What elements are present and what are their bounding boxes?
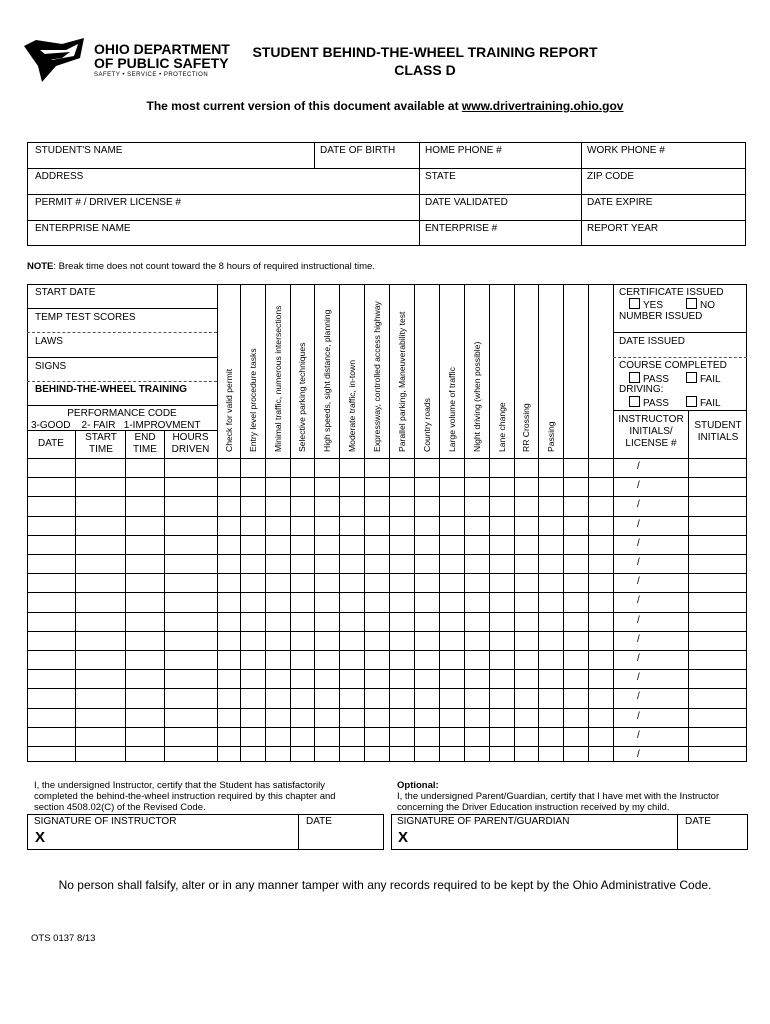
address-field[interactable]: ADDRESS — [35, 171, 84, 182]
instructor-date-label: DATE — [306, 816, 332, 827]
table-row — [27, 631, 747, 632]
skill-header-3: Minimal traffic, numerous intersections — [273, 305, 283, 452]
course-fail-option[interactable] — [686, 372, 721, 386]
agency-tagline: SAFETY • SERVICE • PROTECTION — [94, 72, 209, 78]
no-label: NO — [700, 300, 715, 311]
instructor-initials-cell[interactable]: / — [637, 557, 640, 568]
form-title: STUDENT BEHIND-THE-WHEEL TRAINING REPORT — [252, 44, 598, 60]
instructor-initials-cell[interactable]: / — [637, 730, 640, 741]
grid-column-line — [439, 284, 440, 761]
left-header-dash — [27, 332, 217, 333]
signs-field[interactable]: SIGNS — [35, 361, 67, 372]
instructor-initials-cell[interactable]: / — [637, 538, 640, 549]
instructor-initials-header-2: INITIALS/ — [629, 426, 673, 437]
hours-driven-header-line1: HOURS — [172, 432, 209, 443]
certificate-no-option[interactable] — [686, 298, 715, 312]
parent-date-label: DATE — [685, 816, 711, 827]
certificate-yes-option[interactable] — [629, 298, 663, 312]
date-column-header: DATE — [38, 438, 64, 449]
grid-column-line — [389, 284, 390, 761]
instructor-initials-cell[interactable]: / — [637, 480, 640, 491]
form-id: OTS 0137 8/13 — [31, 933, 96, 944]
table-row — [27, 496, 747, 497]
work-phone-field[interactable]: WORK PHONE # — [587, 145, 665, 156]
enterprise-number-field[interactable]: ENTERPRISE # — [425, 223, 498, 234]
header-bottom-line — [27, 458, 747, 459]
instructor-initials-header-1: INSTRUCTOR — [618, 414, 684, 425]
table-row — [27, 554, 747, 555]
driving-fail-checkbox[interactable] — [686, 396, 697, 407]
version-notice — [0, 99, 770, 113]
course-pass-label: PASS — [643, 374, 669, 385]
laws-field[interactable]: LAWS — [35, 336, 63, 347]
instructor-initials-header-3: LICENSE # — [625, 438, 677, 449]
table-row — [27, 688, 747, 689]
skill-header-9: Country roads — [422, 398, 432, 452]
right-header-line — [613, 410, 747, 411]
skill-header-7: Expressway, controlled access highway — [372, 301, 382, 452]
grid-column-line — [489, 284, 490, 761]
state-field[interactable]: STATE — [425, 171, 456, 182]
grid-column-line — [364, 284, 365, 761]
instructor-signature-x: X — [35, 829, 46, 846]
table-row — [27, 669, 747, 670]
agency-name-line2: OF PUBLIC SAFETY — [94, 55, 229, 71]
grid-column-line — [265, 284, 266, 761]
student-initials-header-1: STUDENT — [694, 420, 742, 431]
table-row — [27, 708, 747, 709]
instructor-initials-cell[interactable]: / — [637, 711, 640, 722]
report-year-field[interactable]: REPORT YEAR — [587, 223, 659, 234]
performance-code-values: 3-GOOD 2- FAIR 1-IMPROVMENT — [31, 420, 201, 431]
grid-column-line — [613, 284, 614, 761]
agency-name-line1: OHIO DEPARTMENT — [94, 41, 230, 57]
skill-header-6: Moderate traffic, in-town — [347, 359, 357, 452]
no-checkbox[interactable] — [686, 298, 697, 309]
grid-column-line — [314, 284, 315, 761]
yes-checkbox[interactable] — [629, 298, 640, 309]
end-time-header-line2: TIME — [133, 444, 157, 455]
note-text: : Break time does not count toward the 8 hours of required instructional time. — [53, 261, 375, 272]
grid-column-line — [240, 284, 241, 761]
instructor-cert-text-3: section 4508.02(C) of the Revised Code. — [34, 802, 206, 813]
skill-header-11: Night driving (when possible) — [472, 341, 482, 452]
course-pass-checkbox[interactable] — [629, 372, 640, 383]
right-header-line — [613, 332, 747, 333]
course-fail-label: FAIL — [700, 374, 721, 385]
permit-license-field[interactable]: PERMIT # / DRIVER LICENSE # — [35, 197, 181, 208]
table-row — [27, 746, 747, 747]
date-validated-field[interactable]: DATE VALIDATED — [425, 197, 508, 208]
skill-header-12: Lane change — [497, 402, 507, 452]
instructor-initials-cell[interactable]: / — [637, 519, 640, 530]
note-label: NOTE — [27, 261, 54, 272]
grid-column-line — [563, 284, 564, 761]
end-time-header-line1: END — [134, 432, 156, 443]
instructor-initials-cell[interactable]: / — [637, 576, 640, 587]
instructor-initials-cell[interactable]: / — [637, 615, 640, 626]
driving-label: DRIVING: — [619, 384, 664, 395]
student-name-field[interactable]: STUDENT'S NAME — [35, 145, 123, 156]
skill-header-5: High speeds, sight distance, planning — [322, 309, 332, 452]
grid-column-line — [464, 284, 465, 761]
ohio-dps-logo-icon — [22, 36, 92, 84]
grid-column-line — [290, 284, 291, 761]
left-column-line — [164, 430, 165, 761]
grid-column-line — [339, 284, 340, 761]
grid-column-line — [588, 284, 589, 761]
left-header-dash — [27, 381, 217, 382]
driving-fail-option[interactable] — [686, 396, 721, 410]
instructor-initials-cell[interactable]: / — [637, 749, 640, 760]
zip-code-field[interactable]: ZIP CODE — [587, 171, 635, 182]
skill-header-8: Parallel parking, Maneuverability test — [397, 311, 407, 452]
parent-signature-x: X — [398, 829, 409, 846]
table-row — [27, 727, 747, 728]
grid-column-line — [538, 284, 539, 761]
instructor-signature-label: SIGNATURE OF INSTRUCTOR — [34, 816, 177, 827]
left-column-line — [125, 430, 126, 761]
instructor-initials-cell[interactable]: / — [637, 634, 640, 645]
course-fail-checkbox[interactable] — [686, 372, 697, 383]
driving-pass-checkbox[interactable] — [629, 396, 640, 407]
driving-pass-option[interactable] — [629, 396, 669, 410]
start-time-header-line1: START — [85, 432, 117, 443]
start-time-header-line2: TIME — [89, 444, 113, 455]
tamper-warning: No person shall falsify, alter or in any manner tamper with any records required to be kept by the Ohio Administrative Code. — [58, 878, 712, 892]
version-notice-url[interactable]: www.drivertraining.ohio.gov — [461, 99, 624, 113]
skill-header-1: Check for valid permit — [224, 368, 234, 452]
table-row — [27, 612, 747, 613]
temp-test-scores-field[interactable]: TEMP TEST SCORES — [35, 312, 136, 323]
home-phone-field[interactable]: HOME PHONE # — [425, 145, 502, 156]
grid-column-line — [217, 284, 218, 761]
parent-cert-text-1: I, the undersigned Parent/Guardian, certify that I have met with the Instructor — [397, 791, 720, 802]
optional-label: Optional: — [397, 780, 439, 791]
performance-code-label: PERFORMANCE CODE — [67, 408, 177, 419]
table-row — [27, 650, 747, 651]
enterprise-name-field[interactable]: ENTERPRISE NAME — [35, 223, 131, 234]
table-row — [27, 477, 747, 478]
left-header-line — [27, 405, 217, 406]
instructor-cert-text-1: I, the undersigned Instructor, certify that the Student has satisfactorily — [34, 780, 325, 791]
skill-header-13: RR Crossing — [521, 403, 531, 452]
table-row — [27, 573, 747, 574]
start-date-field[interactable]: START DATE — [35, 287, 96, 298]
driving-pass-label: PASS — [643, 398, 669, 409]
btw-training-label: BEHIND-THE-WHEEL TRAINING — [35, 384, 188, 395]
driving-fail-label: FAIL — [700, 398, 721, 409]
version-notice-text: The most current version of this document available at — [146, 99, 462, 113]
left-header-line — [27, 357, 217, 358]
instructor-initials-cell[interactable]: / — [637, 653, 640, 664]
left-column-line — [75, 430, 76, 761]
certificate-issued-label: CERTIFICATE ISSUED — [619, 287, 724, 298]
date-expire-field[interactable]: DATE EXPIRE — [587, 197, 653, 208]
instructor-initials-cell[interactable]: / — [637, 691, 640, 702]
hours-driven-header-line2: DRIVEN — [171, 444, 210, 455]
table-row — [27, 516, 747, 517]
grid-column-line — [414, 284, 415, 761]
date-issued-field[interactable]: DATE ISSUED — [619, 336, 685, 347]
table-row — [27, 535, 747, 536]
left-header-line — [27, 308, 217, 309]
instructor-initials-cell[interactable]: / — [637, 461, 640, 472]
yes-label: YES — [643, 300, 664, 311]
instructor-initials-cell[interactable]: / — [637, 499, 640, 510]
student-initials-header-2: INITIALS — [697, 432, 739, 443]
form-subtitle: CLASS D — [394, 62, 456, 78]
course-completed-label: COURSE COMPLETED — [619, 360, 727, 371]
table-row — [27, 592, 747, 593]
instructor-cert-text-2: completed the behind-the-wheel instruction required by this chapter and — [34, 791, 336, 802]
parent-signature-label: SIGNATURE OF PARENT/GUARDIAN — [397, 816, 570, 827]
right-header-dash — [613, 357, 747, 358]
skill-header-14: Passing — [546, 421, 556, 452]
skill-header-10: Large volume of traffic — [447, 367, 457, 452]
break-time-note — [27, 261, 375, 273]
grid-column-line — [514, 284, 515, 761]
date-of-birth-field[interactable]: DATE OF BIRTH — [320, 145, 396, 156]
instructor-initials-cell[interactable]: / — [637, 595, 640, 606]
number-issued-field[interactable]: NUMBER ISSUED — [619, 311, 703, 322]
instructor-initials-cell[interactable]: / — [637, 672, 640, 683]
skill-header-2: Entry level procedure tasks — [248, 348, 258, 452]
skill-header-4: Selective parking techniques — [297, 342, 307, 452]
parent-cert-text-2: concerning the Driver Education instruction received by my child. — [397, 802, 670, 813]
